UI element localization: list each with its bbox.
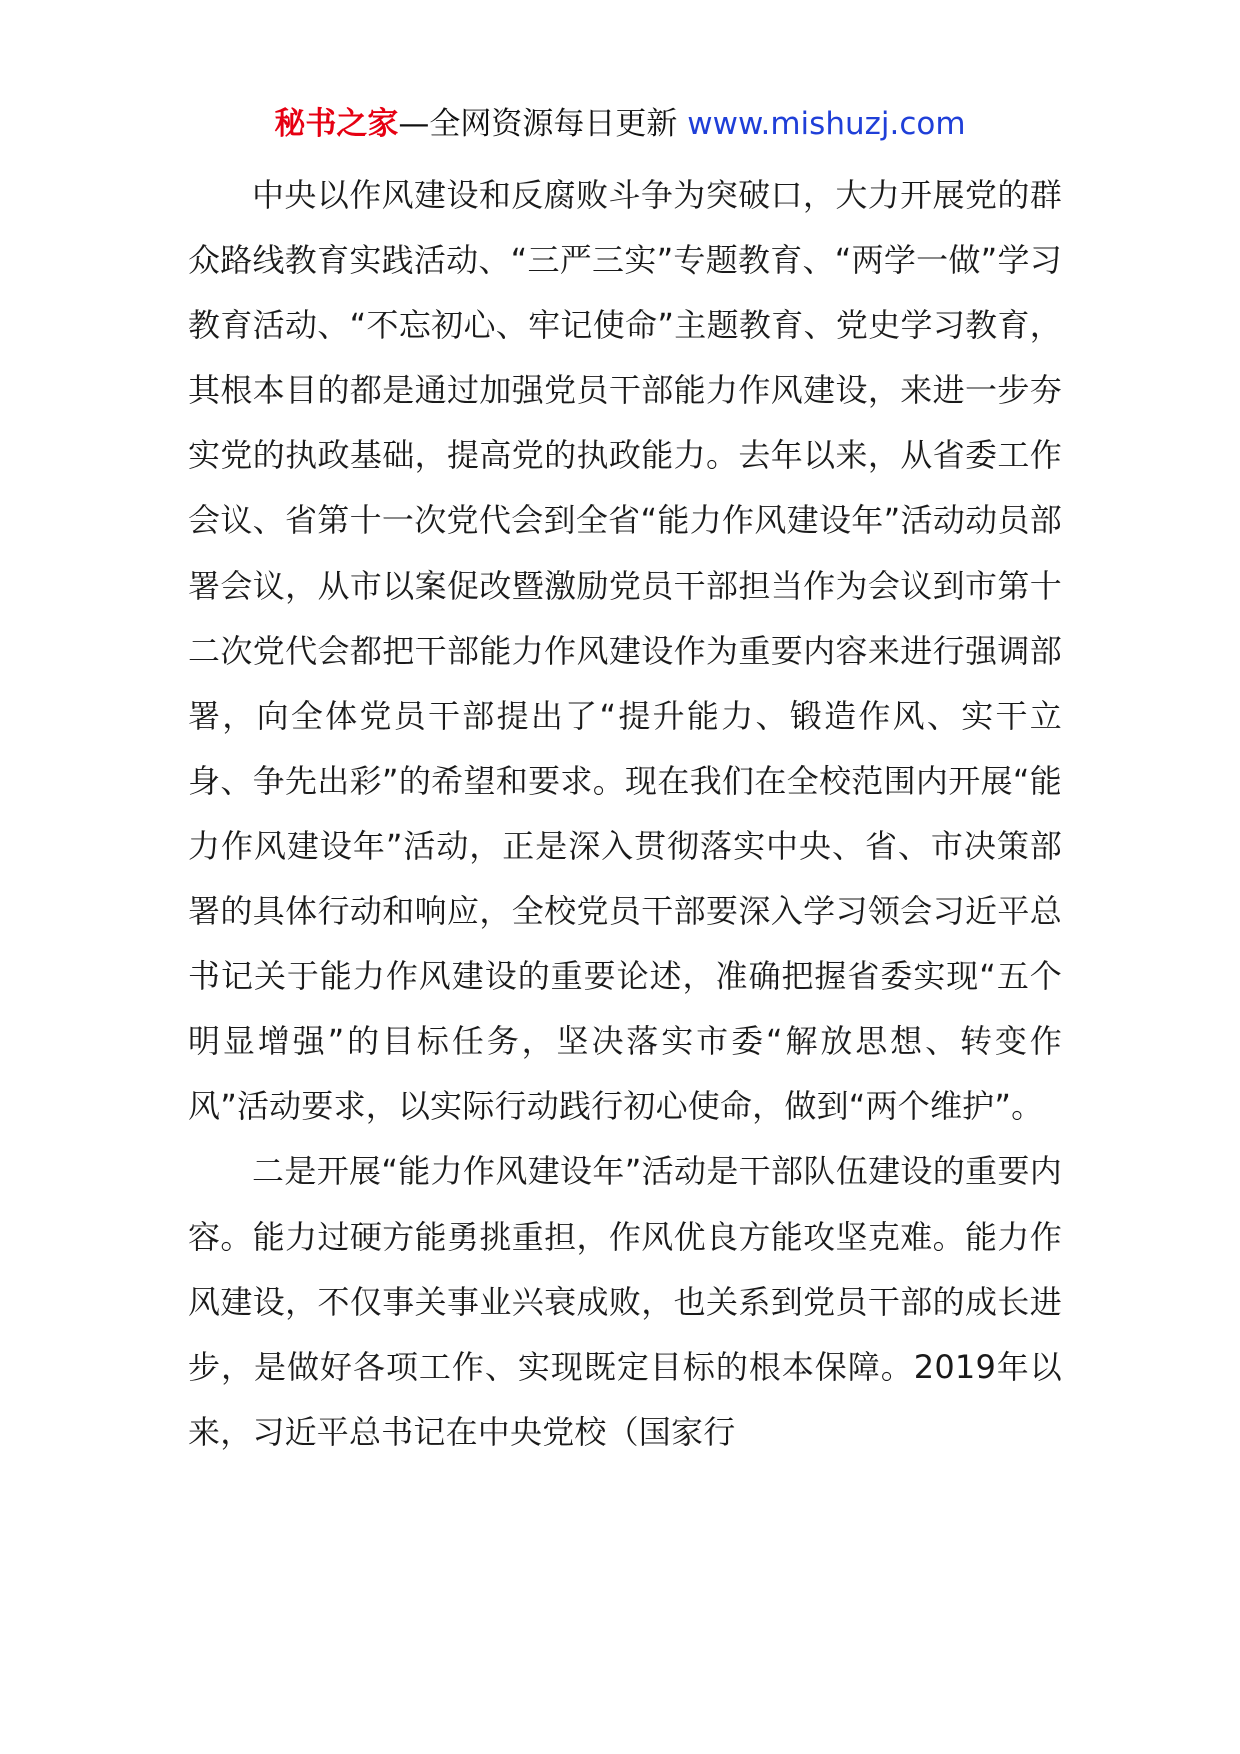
header-tagline: —全网资源每日更新 [398,106,678,142]
paragraph-1: 中央以作风建设和反腐败斗争为突破口，大力开展党的群众路线教育实践活动、“三严三实”专题教育、“两学一做”学习教育活动、“不忘初心、牢记使命”主题教育、党史学习教育，其根本目的都是通过加强党员干部能力作风建设，来进一步夯实党的执政基础，提高党的执政能力。去年以来，从省委工作会议、省第十一次党代会到全省“能力作风建设年”活动动员部署会议，从市以案促改暨激励党员干部担当作为会议到市第十二次党代会都把干部能力作风建设作为重要内容来进行强调部署，向全体党员干部提出了“提升能力、锻造作风、实干立身、争先出彩”的希望和要求。现在我们在全校范围内开展“能力作风建设年”活动，正是深入贯彻落实中央、省、市决策部署的具体行动和响应，全校党员干部要深入学习领会习近平总书记关于能力作风建设的重要论述，准确把握省委实现“五个明显增强”的目标任务，坚决落实市委“解放思想、转变作风”活动要求，以实际行动践行初心使命，做到“两个维护”。 [188,176,1062,1126]
paragraph-2: 二是开展“能力作风建设年”活动是干部队伍建设的重要内容。能力过硬方能勇挑重担，作风优良方能攻坚克难。能力作风建设，不仅事关事业兴衰成败，也关系到党员干部的成长进步，是做好各项工作、实现既定目标的根本保障。2019年以来，习近平总书记在中央党校（国家行 [188,1152,1062,1451]
page-header [0,100,1240,148]
document-body [188,163,1062,1465]
brand-name: 秘书之家 [274,106,399,142]
website-url[interactable]: www.mishuzj.com [687,106,966,142]
